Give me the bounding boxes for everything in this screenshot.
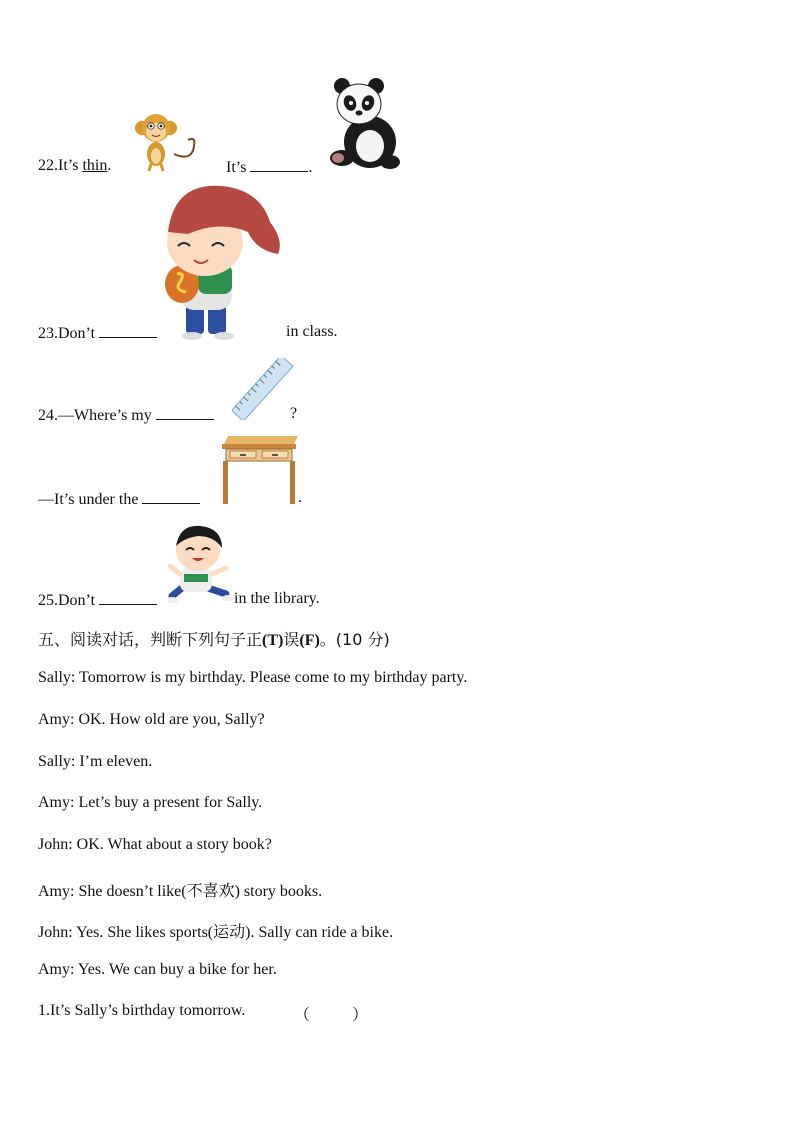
question-25 bbox=[38, 590, 157, 610]
question-25-end: in the library. bbox=[234, 590, 320, 607]
question-24-reply bbox=[38, 489, 200, 509]
question-mark: ? bbox=[290, 405, 298, 422]
answer-blank[interactable] bbox=[99, 590, 157, 605]
question-23-end: in class. bbox=[286, 323, 338, 340]
dash: — bbox=[58, 407, 74, 424]
ruler-icon bbox=[232, 358, 294, 420]
answer-blank[interactable] bbox=[250, 157, 308, 172]
desk-icon bbox=[218, 432, 300, 506]
question-text: It’s under the bbox=[54, 491, 143, 508]
dialogue-line: John: OK. What about a story book? bbox=[38, 836, 272, 853]
statement-text: 1.It’s Sally’s birthday tomorrow. bbox=[38, 1002, 246, 1019]
false-marker: (F) bbox=[299, 632, 320, 649]
question-text: Don’t bbox=[58, 592, 100, 609]
heading-text: 五、阅读对话，判断下列句子正 bbox=[38, 630, 263, 649]
question-24 bbox=[38, 405, 214, 425]
question-text: It’s bbox=[58, 157, 83, 174]
monkey-icon bbox=[132, 110, 204, 172]
heading-text: 误 bbox=[283, 630, 300, 649]
dialogue-line: Amy: Yes. We can buy a bike for her. bbox=[38, 961, 277, 978]
period: . bbox=[298, 489, 302, 506]
statement-1 bbox=[38, 1002, 245, 1020]
question-text-end: . bbox=[107, 157, 112, 174]
dialogue-line: Sally: I’m eleven. bbox=[38, 753, 153, 770]
dialogue-line: Amy: She doesn’t like(不喜欢) story books. bbox=[38, 883, 323, 900]
panda-icon bbox=[324, 76, 404, 172]
question-text-end: . bbox=[308, 159, 313, 176]
dialogue-line: Amy: OK. How old are you, Sally? bbox=[38, 711, 265, 728]
dash: — bbox=[38, 491, 54, 508]
answer-blank[interactable] bbox=[156, 405, 214, 420]
paren-close: ） bbox=[352, 1007, 369, 1024]
paren-open: （ bbox=[294, 1007, 311, 1024]
question-22-second bbox=[226, 157, 312, 177]
dialogue-line: Amy: Let’s buy a present for Sally. bbox=[38, 794, 263, 811]
section-heading bbox=[38, 627, 390, 650]
dialogue-line: John: Yes. She likes sports(运动). Sally can ride a bike. bbox=[38, 924, 394, 941]
running-boy-icon bbox=[168, 522, 234, 608]
underlined-word: thin bbox=[82, 157, 108, 174]
question-23 bbox=[38, 323, 157, 343]
dialogue-line: Sally: Tomorrow is my birthday. Please come to my birthday party. bbox=[38, 669, 468, 686]
question-number: 24. bbox=[38, 407, 58, 424]
question-22 bbox=[38, 157, 111, 175]
question-text: Don’t bbox=[58, 325, 100, 342]
answer-blank[interactable] bbox=[142, 489, 200, 504]
answer-parentheses[interactable] bbox=[294, 1002, 368, 1025]
answer-blank[interactable] bbox=[99, 323, 157, 338]
question-text: Where’s my bbox=[74, 407, 156, 424]
question-number: 23. bbox=[38, 325, 58, 342]
true-marker: (T) bbox=[262, 632, 284, 649]
question-text: It’s bbox=[226, 159, 251, 176]
question-number: 25. bbox=[38, 592, 58, 609]
question-number: 22. bbox=[38, 157, 58, 174]
heading-text: 。(10 分) bbox=[319, 630, 390, 649]
boy-eating-icon bbox=[160, 180, 290, 340]
